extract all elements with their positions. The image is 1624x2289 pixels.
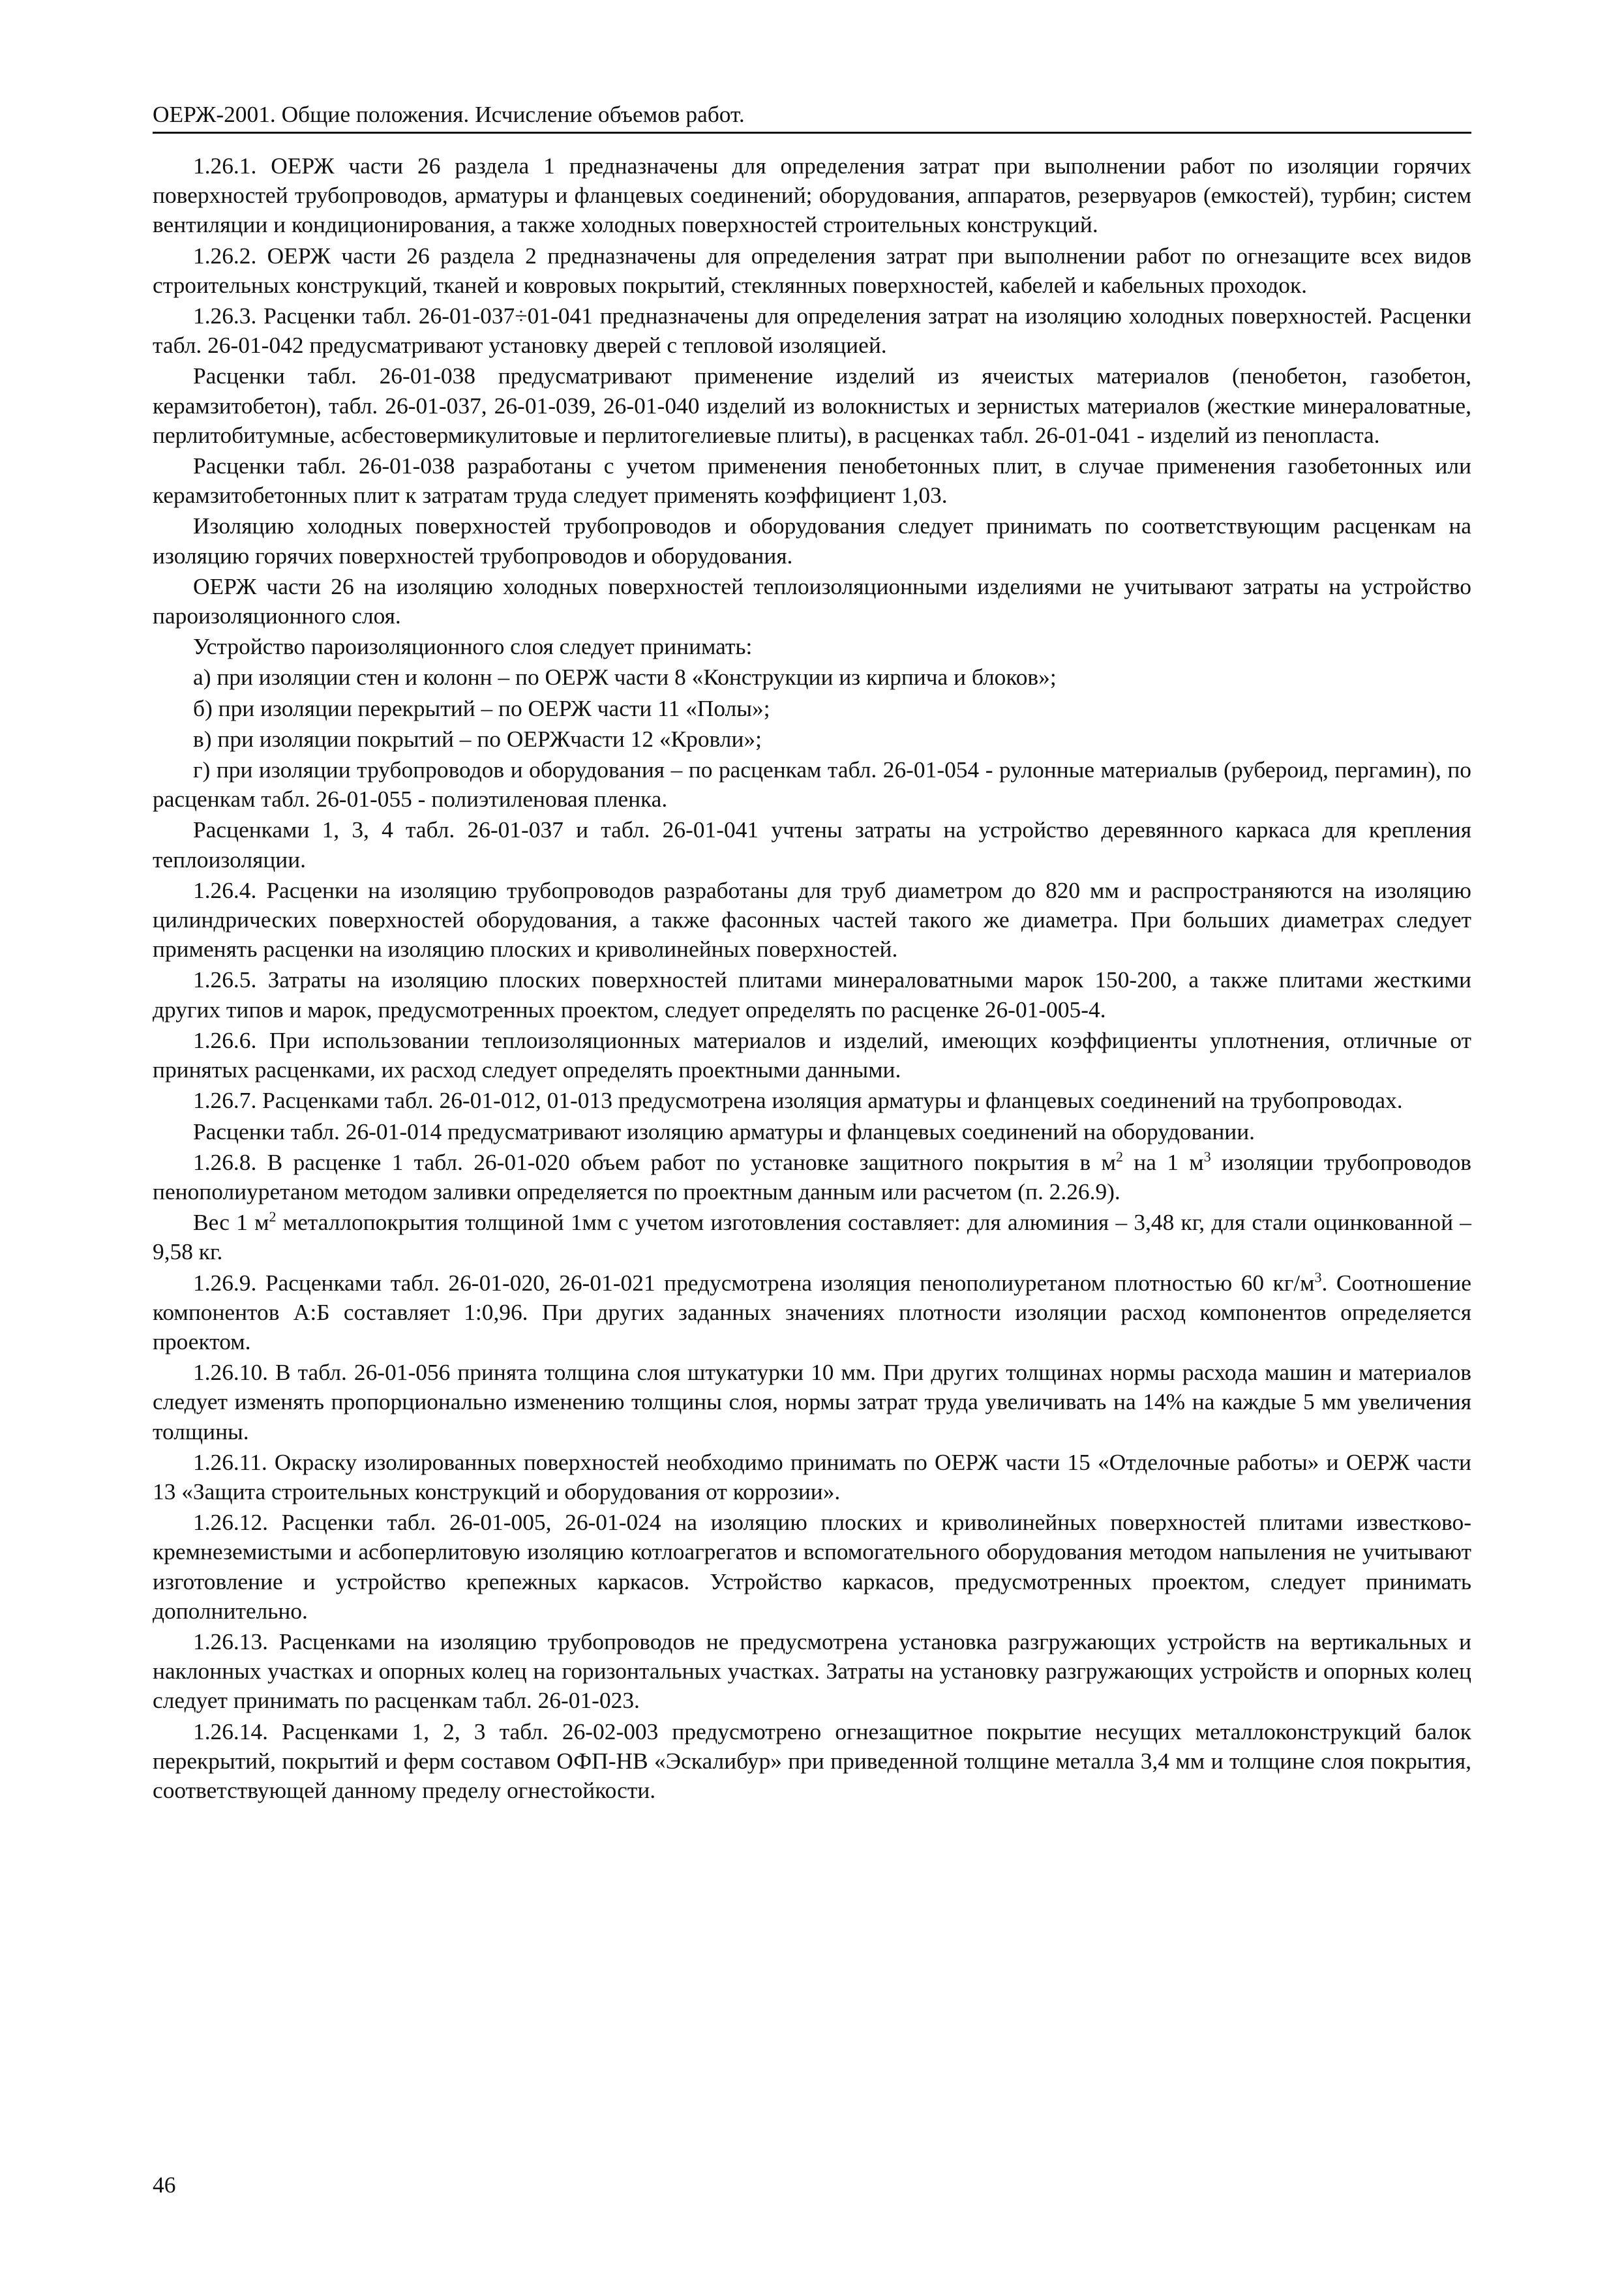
list-item-b: б) при изоляции перекрытий – по ОЕРЖ части 11 «Полы»; [193,695,770,721]
paragraph-wooden-frame: Расценками 1, 3, 4 табл. 26-01-037 и табл. 26-01-041 учтены затраты на устройство деревянного каркаса для крепления теплоизоляции. [153,816,1471,873]
paragraph-rates-014: Расценки табл. 26-01-014 предусматривают изоляцию арматуры и фланцевых соединений на оборудовании. [193,1118,1255,1144]
text-run: . Соотношение компонентов А:Б составляет 1:0,96. При других заданных значениях плотности изоляции расход компонентов определяется проектом. [153,1269,1471,1354]
paragraph-1-26-13: 1.26.13. Расценками на изоляцию трубопроводов не предусмотрена установка разгружающих устройств на вертикальных и наклонных участках и опорных колец на горизонтальных участках. Затраты на установку разгружающих устройств и опорных колец следует принимать по расценкам табл. 26-01-023. [153,1628,1471,1714]
text-run: 1.26.9. Расценками табл. 26-01-020, 26-01-021 предусмотрена изоляция пенополиуретаном плотностью 60 кг/м [193,1269,1315,1296]
list-item-v: в) при изоляции покрытий – по ОЕРЖчасти 12 «Кровли»; [193,725,762,752]
superscript: 3 [1314,1268,1322,1285]
paragraph-1-26-3: 1.26.3. Расценки табл. 26-01-037÷01-041 предназначены для определения затрат на изоляцию холодных поверхностей. Расценки табл. 26-01-042 предусматривают установку дверей с тепловой изоляцией. [153,303,1471,359]
paragraph-1-26-1: 1.26.1. ОЕРЖ части 26 раздела 1 предназначены для определения затрат при выполнении работ по изоляции горячих поверхностей трубопроводов, арматуры и фланцевых соединений; оборудования, аппаратов, резервуаров (емкостей), турбин; систем вентиляции и кондиционирования, а также холодных поверхностей строительных конструкций. [153,153,1471,238]
page-number: 46 [153,2172,176,2198]
superscript: 2 [1115,1148,1123,1165]
superscript: 3 [1203,1148,1211,1165]
paragraph-1-26-14: 1.26.14. Расценками 1, 2, 3 табл. 26-02-003 предусмотрено огнезащитное покрытие несущих металлоконструкций балок перекрытий, покрытий и ферм составом ОФП-НВ «Эскалибур» при приведенной толщине металла 3,4 мм и толщине слоя покрытия, соответствующей данному пределу огнестойкости. [153,1718,1471,1803]
document-body [153,151,1471,1806]
text-run: 1.26.8. В расценке 1 табл. 26-01-020 объем работ по установке защитного покрытия в м [193,1148,1116,1175]
text-run: на 1 м [1122,1148,1204,1175]
text-run: изоляции трубопроводов пенополиуретаном методом заливки определяется по проектным данным или расчетом (п. 2.26.9). [153,1148,1471,1204]
superscript: 2 [269,1208,277,1225]
running-header-title: ОЕРЖ-2001. Общие положения. Исчисление объемов работ. [153,101,745,127]
paragraph-1-26-6: 1.26.6. При использовании теплоизоляционных материалов и изделий, имеющих коэффициенты уплотнения, отличные от принятых расценками, их расход следует определять проектными данными. [153,1026,1471,1083]
paragraph-rates-038-coef: Расценки табл. 26-01-038 разработаны с учетом применения пенобетонных плит, в случае применения газобетонных или керамзитобетонных плит к затратам труда следует применять коэффициент 1,03. [153,453,1471,509]
paragraph-vapor-barrier-note: ОЕРЖ части 26 на изоляцию холодных поверхностей теплоизоляционными изделиями не учитывают затраты на устройство пароизоляционного слоя. [153,573,1471,629]
paragraph-1-26-8 [153,1148,1471,1206]
paragraph-1-26-12: 1.26.12. Расценки табл. 26-01-005, 26-01-024 на изоляцию плоских и криволинейных поверхностей плитами известково-кремнеземистыми и асбоперлитовую изоляцию котлоагрегатов и вспомогательного оборудования методом напыления не учитывают изготовление и устройство крепежных каркасов. Устройство каркасов, предусмотренных проектом, следует принимать дополнительно. [153,1509,1471,1624]
text-run: металлопокрытия толщиной 1мм с учетом изготовления составляет: для алюминия – 3,48 кг, для стали оцинкованной – 9,58 кг. [153,1209,1471,1265]
paragraph-cold-insulation: Изоляцию холодных поверхностей трубопроводов и оборудования следует принимать по соответствующим расценкам на изоляцию горячих поверхностей трубопроводов и оборудования. [153,513,1471,569]
paragraph-1-26-9 [153,1268,1471,1357]
paragraph-1-26-10: 1.26.10. В табл. 26-01-056 принята толщина слоя штукатурки 10 мм. При других толщинах нормы расхода машин и материалов следует изменять пропорционально изменению толщины слоя, нормы затрат труда увеличивать на 14% на каждые 5 мм увеличения толщины. [153,1359,1471,1444]
paragraph-1-26-4: 1.26.4. Расценки на изоляцию трубопроводов разработаны для труб диаметром до 820 мм и распространяются на изоляцию цилиндрических поверхностей оборудования, а также фасонных частей такого же диаметра. При больших диаметрах следует применять расценки на изоляцию плоских и криволинейных поверхностей. [153,876,1471,963]
paragraph-1-26-2: 1.26.2. ОЕРЖ части 26 раздела 2 предназначены для определения затрат при выполнении работ по огнезащите всех видов строительных конструкций, тканей и ковровых покрытий, стеклянных поверхностей, кабелей и кабельных проходок. [153,242,1471,298]
paragraph-1-26-7: 1.26.7. Расценками табл. 26-01-012, 01-013 предусмотрена изоляция арматуры и фланцевых соединений на трубопроводах. [193,1087,1403,1114]
paragraph-rates-038: Расценки табл. 26-01-038 предусматривают применение изделий из ячеистых материалов (пенобетон, газобетон, керамзитобетон), табл. 26-01-037, 26-01-039, 26-01-040 изделий из волокнистых и зернистых материалов (жесткие минераловатные, перлитобитумные, асбестовермикулитовые и перлитогелиевые плиты), в расценках табл. 26-01-041 - изделий из пенопласта. [153,363,1471,448]
paragraph-1-26-11: 1.26.11. Окраску изолированных поверхностей необходимо принимать по ОЕРЖ части 15 «Отделочные работы» и ОЕРЖ части 13 «Защита строительных конструкций и оборудования от коррозии». [153,1448,1471,1504]
paragraph-coating-weight [153,1208,1471,1266]
paragraph-vapor-barrier-intro: Устройство пароизоляционного слоя следует принимать: [193,633,753,660]
text-run: Вес 1 м [193,1209,269,1236]
paragraph-1-26-5: 1.26.5. Затраты на изоляцию плоских поверхностей плитами минераловатными марок 150-200, а также плитами жесткими других типов и марок, предусмотренных проектом, следует определять по расценке 26-01-005-4. [153,966,1471,1023]
list-item-a: а) при изоляции стен и колонн – по ОЕРЖ части 8 «Конструкции из кирпича и блоков»; [193,664,1057,691]
running-header [153,97,1471,134]
list-item-g: г) при изоляции трубопроводов и оборудования – по расценкам табл. 26-01-054 - рулонные материалыв (рубероид, пергамин), по расценкам табл. 26-01-055 - полиэтиленовая пленка. [153,756,1471,813]
